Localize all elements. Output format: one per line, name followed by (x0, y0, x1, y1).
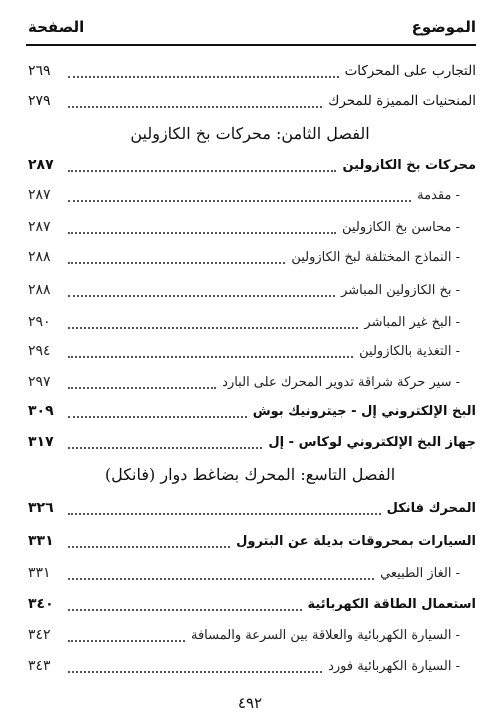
toc-entry (28, 60, 476, 82)
entry-title: - السيارة الكهربائية والعلاقة بين السرعة والمسافة (190, 627, 460, 643)
entry-page-number: ٣٢٦ (28, 500, 54, 516)
entry-page-number: ٢٨٧ (28, 187, 51, 203)
entry-title: - البخ غير المباشر (364, 314, 460, 330)
dot-leader (68, 92, 322, 108)
entry-title: - التغذية بالكازولين (359, 343, 460, 359)
entry-page-number: ٣٤٠ (28, 596, 54, 612)
dot-leader (68, 342, 353, 358)
dot-leader (68, 313, 358, 329)
dot-leader (68, 402, 247, 418)
entry-title: محركات بخ الكازولين (342, 157, 476, 173)
entry-title: - بخ الكازولين المباشر (341, 282, 460, 298)
entry-page-number: ٢٨٧ (28, 157, 54, 173)
toc-subentry (28, 371, 460, 393)
dot-leader (68, 595, 302, 611)
toc-entry (28, 400, 476, 422)
page-column-label: الصفحة (28, 18, 85, 36)
toc-entry (28, 497, 476, 519)
entry-title: - الغاز الطبيعي (380, 565, 460, 581)
toc-entry (28, 530, 476, 552)
toc-subentry (28, 246, 460, 268)
entry-page-number: ٣١٧ (28, 434, 54, 450)
entry-title: استعمال الطاقة الكهربائية (307, 596, 476, 612)
entry-title: البخ الإلكتروني إل - جيترونيك بوش (252, 403, 476, 419)
toc-entry (28, 593, 476, 615)
toc-subentry (28, 311, 460, 333)
dot-leader (68, 156, 336, 172)
toc-subentry (28, 655, 460, 677)
entry-page-number: ٢٨٨ (28, 282, 51, 298)
entry-title: - محاسن بخ الكازولين (342, 219, 460, 235)
toc-entry (28, 431, 476, 453)
entry-page-number: ٢٩٧ (28, 374, 51, 390)
entry-page-number: ٣٣١ (28, 565, 51, 581)
entry-title: - مقدمة (417, 187, 460, 203)
toc-subentry (28, 216, 460, 238)
toc-subentry (28, 340, 460, 362)
toc-subentry (28, 184, 460, 206)
dot-leader (68, 433, 262, 449)
entry-page-number: ٢٩٠ (28, 314, 51, 330)
dot-leader (68, 373, 216, 389)
dot-leader (68, 281, 335, 297)
dot-leader (68, 626, 185, 642)
entry-page-number: ٣٣١ (28, 533, 54, 549)
toc-entry (28, 154, 476, 176)
chapter-heading: الفصل الثامن: محركات بخ الكازولين (130, 124, 370, 143)
entry-page-number: ٢٦٩ (28, 63, 51, 79)
dot-leader (68, 248, 285, 264)
entry-page-number: ٣٤٣ (28, 658, 51, 674)
dot-leader (68, 657, 322, 673)
toc-header (28, 16, 476, 38)
dot-leader (68, 499, 381, 515)
toc-entry (28, 90, 476, 112)
toc-subentry (28, 279, 460, 301)
dot-leader (68, 564, 374, 580)
dot-leader (68, 62, 339, 78)
toc-subentry (28, 624, 460, 646)
entry-title: السيارات بمحروقات بديلة عن البترول (236, 533, 476, 549)
entry-page-number: ٣٤٢ (28, 627, 51, 643)
dot-leader (68, 186, 411, 202)
entry-page-number: ٣٠٩ (28, 403, 54, 419)
chapter-heading: الفصل التاسع: المحرك بضاغط دوار (فانكل) (104, 465, 396, 484)
page-number: ٤٩٢ (237, 694, 263, 712)
entry-title: - النماذج المختلفة لبخ الكازولين (291, 249, 460, 265)
entry-title: جهاز البخ الإلكتروني لوكاس - إل (268, 434, 476, 450)
entry-title: التجارب على المحركات (344, 63, 476, 79)
entry-title: - سير حركة شراقة تدوير المحرك على البارد (222, 374, 460, 390)
entry-page-number: ٢٨٧ (28, 219, 51, 235)
entry-title: المنحنيات المميزة للمحرك (328, 93, 476, 109)
entry-page-number: ٢٩٤ (28, 343, 51, 359)
header-rule (26, 44, 476, 46)
toc-subentry (28, 562, 460, 584)
entry-page-number: ٢٨٨ (28, 249, 51, 265)
dot-leader (68, 218, 336, 234)
entry-title: المحرك فانكل (386, 500, 476, 516)
topic-column-label: الموضوع (411, 18, 476, 36)
entry-title: - السيارة الكهربائية فورد (328, 658, 460, 674)
dot-leader (68, 532, 230, 548)
entry-page-number: ٢٧٩ (28, 93, 51, 109)
